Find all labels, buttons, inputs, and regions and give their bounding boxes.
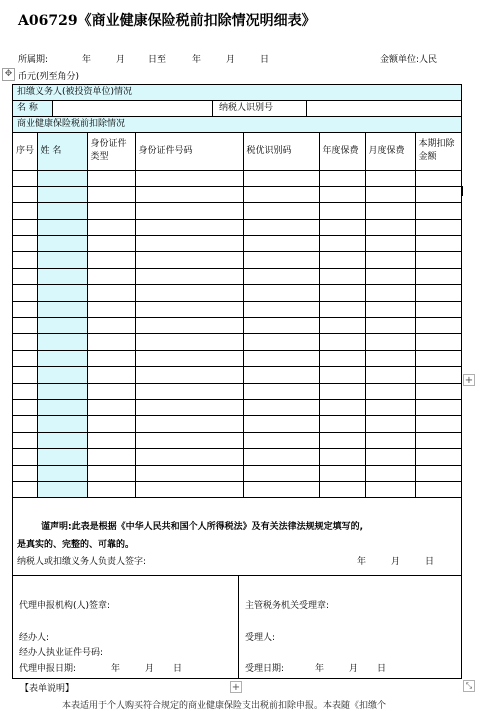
table-cell[interactable] — [319, 285, 365, 301]
table-cell[interactable] — [37, 219, 87, 235]
table-cell[interactable] — [365, 416, 415, 432]
table-cell[interactable] — [13, 416, 37, 432]
declaration-day: 日 — [425, 557, 435, 567]
table-cell[interactable] — [37, 350, 87, 366]
table-row — [13, 301, 461, 317]
agent-date-year: 年 — [111, 664, 121, 674]
table-cell[interactable] — [37, 432, 87, 448]
table-cell[interactable] — [135, 268, 243, 284]
table-cell[interactable] — [415, 203, 461, 219]
table-cell[interactable] — [243, 252, 319, 268]
table-cell[interactable] — [135, 367, 243, 383]
table-cell[interactable] — [87, 334, 135, 350]
receive-date-label: 受理日期: — [245, 664, 285, 674]
table-cell[interactable] — [365, 203, 415, 219]
receiver-label: 受理人: — [245, 633, 276, 643]
table-cell[interactable] — [319, 481, 365, 497]
col-monthly-premium: 月度保费 — [365, 133, 415, 170]
col-annual-premium: 年度保费 — [319, 133, 365, 170]
table-row — [13, 318, 461, 334]
table-cell[interactable] — [319, 268, 365, 284]
table-cell[interactable] — [365, 367, 415, 383]
table-cell[interactable] — [243, 383, 319, 399]
table-cell[interactable] — [135, 203, 243, 219]
table-cell[interactable] — [87, 285, 135, 301]
table-cell[interactable] — [87, 465, 135, 481]
section-divider — [238, 576, 239, 678]
declaration-month: 月 — [391, 557, 401, 567]
period-label: 所属期: — [18, 55, 49, 65]
table-cell[interactable] — [243, 236, 319, 252]
declaration-block — [13, 509, 461, 576]
period-year-1: 年 — [82, 55, 92, 65]
table-cell[interactable] — [415, 301, 461, 317]
table-cell[interactable] — [87, 186, 135, 202]
table-cell[interactable] — [37, 285, 87, 301]
table-cell[interactable] — [365, 219, 415, 235]
table-cell[interactable] — [37, 449, 87, 465]
table-cell[interactable] — [13, 268, 37, 284]
table-cell[interactable] — [319, 416, 365, 432]
table-cell[interactable] — [37, 383, 87, 399]
table-cell[interactable] — [135, 350, 243, 366]
table-header-row — [13, 133, 461, 170]
table-move-handle-icon[interactable]: ✥ — [2, 68, 15, 81]
handler-label: 经办人: — [19, 633, 50, 643]
table-cell[interactable] — [243, 481, 319, 497]
withholding-agent-header: 扣缴义务人(被投资单位)情况 — [13, 85, 461, 101]
table-cell[interactable] — [37, 481, 87, 497]
text-cursor — [461, 186, 463, 196]
table-cell[interactable] — [243, 416, 319, 432]
authority-stamp-label: 主管税务机关受理章: — [245, 601, 330, 611]
add-row-plus-icon[interactable]: + — [231, 682, 241, 693]
table-cell[interactable] — [415, 268, 461, 284]
table-cell[interactable] — [365, 285, 415, 301]
amount-unit-continued: 币元(列至角分) — [18, 72, 80, 82]
table-cell[interactable] — [319, 318, 365, 334]
form-notes-text: 本表适用于个人购买符合规定的商业健康保险支出税前扣除申报。本表随《扣缴个 — [62, 701, 387, 711]
receive-date-month: 月 — [349, 664, 359, 674]
table-cell[interactable] — [243, 285, 319, 301]
table-cell[interactable] — [365, 399, 415, 415]
table-cell[interactable] — [319, 186, 365, 202]
table-cell[interactable] — [37, 170, 87, 186]
table-cell[interactable] — [37, 268, 87, 284]
table-cell[interactable] — [13, 399, 37, 415]
table-cell[interactable] — [243, 318, 319, 334]
deduction-detail-table — [13, 133, 461, 498]
table-cell[interactable] — [365, 449, 415, 465]
table-cell[interactable] — [13, 219, 37, 235]
table-row — [13, 252, 461, 268]
table-cell[interactable] — [13, 318, 37, 334]
table-row — [13, 285, 461, 301]
name-label: 名 称 — [13, 101, 53, 116]
table-cell[interactable] — [13, 203, 37, 219]
table-cell[interactable] — [365, 186, 415, 202]
table-cell[interactable] — [87, 432, 135, 448]
table-cell[interactable] — [13, 432, 37, 448]
table-cell[interactable] — [135, 219, 243, 235]
table-cell[interactable] — [37, 318, 87, 334]
period-row — [18, 52, 458, 66]
table-cell[interactable] — [87, 383, 135, 399]
table-cell[interactable] — [319, 203, 365, 219]
table-cell[interactable] — [365, 350, 415, 366]
period-month-1: 月 — [116, 55, 126, 65]
table-row — [13, 432, 461, 448]
table-cell[interactable] — [415, 416, 461, 432]
table-cell[interactable] — [365, 432, 415, 448]
table-cell[interactable] — [135, 432, 243, 448]
table-cell[interactable] — [415, 432, 461, 448]
table-cell[interactable] — [243, 432, 319, 448]
table-cell[interactable] — [365, 236, 415, 252]
table-cell[interactable] — [243, 449, 319, 465]
table-cell[interactable] — [87, 301, 135, 317]
table-cell[interactable] — [365, 481, 415, 497]
table-cell[interactable] — [13, 383, 37, 399]
table-row — [13, 449, 461, 465]
table-cell[interactable] — [415, 318, 461, 334]
table-cell[interactable] — [37, 203, 87, 219]
table-cell[interactable] — [37, 236, 87, 252]
table-cell[interactable] — [365, 383, 415, 399]
table-cell[interactable] — [365, 268, 415, 284]
table-cell[interactable] — [135, 465, 243, 481]
table-cell[interactable] — [13, 252, 37, 268]
table-cell[interactable] — [365, 301, 415, 317]
table-cell[interactable] — [13, 350, 37, 366]
table-cell[interactable] — [135, 383, 243, 399]
table-cell[interactable] — [135, 285, 243, 301]
declaration-year: 年 — [357, 557, 367, 567]
table-cell[interactable] — [87, 219, 135, 235]
table-cell[interactable] — [415, 449, 461, 465]
table-cell[interactable] — [87, 367, 135, 383]
signature-label: 纳税人或扣缴义务人负责人签字: — [17, 557, 147, 567]
table-cell[interactable] — [365, 334, 415, 350]
table-cell[interactable] — [37, 367, 87, 383]
table-cell[interactable] — [87, 399, 135, 415]
table-cell[interactable] — [415, 465, 461, 481]
table-cell[interactable] — [37, 186, 87, 202]
table-row — [13, 350, 461, 366]
table-cell[interactable] — [37, 399, 87, 415]
table-cell[interactable] — [37, 252, 87, 268]
table-row — [13, 203, 461, 219]
table-cell[interactable] — [135, 399, 243, 415]
agency-sign-label: 代理申报机构(人)签章: — [19, 601, 111, 611]
table-cell[interactable] — [243, 465, 319, 481]
table-cell[interactable] — [319, 334, 365, 350]
table-cell[interactable] — [243, 301, 319, 317]
table-cell[interactable] — [319, 170, 365, 186]
table-cell[interactable] — [13, 481, 37, 497]
table-cell[interactable] — [319, 449, 365, 465]
table-row — [13, 268, 461, 284]
table-cell[interactable] — [13, 465, 37, 481]
amount-unit-label: 金额单位:人民 — [380, 55, 438, 65]
table-row — [13, 465, 461, 481]
table-cell[interactable] — [415, 350, 461, 366]
table-cell[interactable] — [243, 219, 319, 235]
table-cell[interactable] — [415, 367, 461, 383]
table-cell[interactable] — [135, 170, 243, 186]
agent-date-day: 日 — [173, 664, 183, 674]
table-row — [13, 399, 461, 415]
table-cell[interactable] — [87, 236, 135, 252]
table-cell[interactable] — [365, 465, 415, 481]
table-row — [13, 170, 461, 186]
agent-date-month: 月 — [145, 664, 155, 674]
table-cell[interactable] — [135, 481, 243, 497]
table-row — [13, 186, 461, 202]
table-cell[interactable] — [365, 318, 415, 334]
period-day-2: 日 — [260, 55, 270, 65]
table-cell[interactable] — [87, 449, 135, 465]
col-tax-code: 税优识别码 — [243, 133, 319, 170]
table-cell[interactable] — [87, 416, 135, 432]
table-cell[interactable] — [13, 170, 37, 186]
table-cell[interactable] — [319, 432, 365, 448]
agent-date-label: 代理申报日期: — [19, 664, 77, 674]
table-cell[interactable] — [135, 186, 243, 202]
table-cell[interactable] — [87, 170, 135, 186]
table-resize-icon[interactable]: ⤡ — [463, 680, 475, 692]
col-name: 姓 名 — [37, 133, 87, 170]
table-cell[interactable] — [13, 285, 37, 301]
table-row — [13, 236, 461, 252]
table-cell[interactable] — [415, 399, 461, 415]
form-title: A06729《商业健康保险税前扣除情况明细表》 — [18, 13, 316, 29]
taxpayer-id-label: 纳税人识别号 — [213, 101, 307, 116]
table-cell[interactable] — [415, 383, 461, 399]
table-cell[interactable] — [415, 170, 461, 186]
table-row — [13, 367, 461, 383]
table-cell[interactable] — [13, 449, 37, 465]
table-cell[interactable] — [13, 301, 37, 317]
form-notes-label: 【表单说明】 — [20, 684, 75, 694]
table-cell[interactable] — [243, 170, 319, 186]
signature-section — [13, 576, 461, 678]
taxpayer-id-input[interactable] — [307, 101, 461, 116]
table-cell[interactable] — [135, 416, 243, 432]
table-cell[interactable] — [243, 350, 319, 366]
table-cell[interactable] — [243, 334, 319, 350]
table-cell[interactable] — [243, 367, 319, 383]
table-cell[interactable] — [319, 350, 365, 366]
table-cell[interactable] — [243, 399, 319, 415]
table-cell[interactable] — [135, 449, 243, 465]
table-cell[interactable] — [87, 318, 135, 334]
table-cell[interactable] — [135, 301, 243, 317]
agent-name-row — [13, 101, 461, 117]
table-cell[interactable] — [87, 203, 135, 219]
table-cell[interactable] — [319, 399, 365, 415]
table-cell[interactable] — [243, 203, 319, 219]
table-cell[interactable] — [319, 236, 365, 252]
table-row — [13, 334, 461, 350]
table-cell[interactable] — [135, 318, 243, 334]
table-row — [13, 383, 461, 399]
table-row — [13, 416, 461, 432]
table-cell[interactable] — [319, 367, 365, 383]
table-cell[interactable] — [319, 465, 365, 481]
table-cell[interactable] — [415, 285, 461, 301]
table-cell[interactable] — [319, 252, 365, 268]
table-cell[interactable] — [87, 268, 135, 284]
handler-cert-label: 经办人执业证件号码: — [19, 648, 104, 658]
add-column-plus-icon[interactable]: + — [464, 375, 474, 386]
table-cell[interactable] — [415, 236, 461, 252]
table-cell[interactable] — [415, 334, 461, 350]
table-cell[interactable] — [37, 465, 87, 481]
table-cell[interactable] — [135, 252, 243, 268]
table-row — [13, 219, 461, 235]
table-cell[interactable] — [37, 334, 87, 350]
table-cell[interactable] — [13, 334, 37, 350]
table-cell[interactable] — [365, 170, 415, 186]
table-cell[interactable] — [87, 350, 135, 366]
table-cell[interactable] — [415, 252, 461, 268]
table-cell[interactable] — [13, 186, 37, 202]
col-id-type: 身份证件类型 — [87, 133, 135, 170]
table-cell[interactable] — [87, 481, 135, 497]
table-cell[interactable] — [243, 268, 319, 284]
declaration-line-1: 谨声明:此表是根据《中华人民共和国个人所得税法》及有关法律法规规定填写的, — [41, 522, 364, 532]
table-cell[interactable] — [415, 186, 461, 202]
table-cell[interactable] — [37, 301, 87, 317]
col-seq: 序号 — [13, 133, 37, 170]
table-cell[interactable] — [135, 334, 243, 350]
period-year-2: 年 — [192, 55, 202, 65]
table-cell[interactable] — [243, 186, 319, 202]
table-cell[interactable] — [13, 236, 37, 252]
table-cell[interactable] — [13, 367, 37, 383]
col-id-number: 身份证件号码 — [135, 133, 243, 170]
receive-date-day: 日 — [377, 664, 387, 674]
table-cell[interactable] — [319, 301, 365, 317]
table-cell[interactable] — [319, 219, 365, 235]
table-cell[interactable] — [37, 416, 87, 432]
table-cell[interactable] — [87, 252, 135, 268]
period-day-to: 日至 — [148, 55, 167, 65]
receive-date-year: 年 — [315, 664, 325, 674]
declaration-line-2: 是真实的、完整的、可靠的。 — [17, 540, 135, 550]
table-cell[interactable] — [415, 481, 461, 497]
table-cell[interactable] — [415, 219, 461, 235]
table-row — [13, 481, 461, 497]
table-cell[interactable] — [135, 236, 243, 252]
form-table — [12, 84, 462, 679]
col-deduction-amount: 本期扣除金额 — [415, 133, 461, 170]
insurance-deduction-header: 商业健康保险税前扣除情况 — [13, 117, 461, 133]
period-month-2: 月 — [226, 55, 236, 65]
table-cell[interactable] — [365, 252, 415, 268]
name-input[interactable] — [53, 101, 213, 116]
table-cell[interactable] — [319, 383, 365, 399]
